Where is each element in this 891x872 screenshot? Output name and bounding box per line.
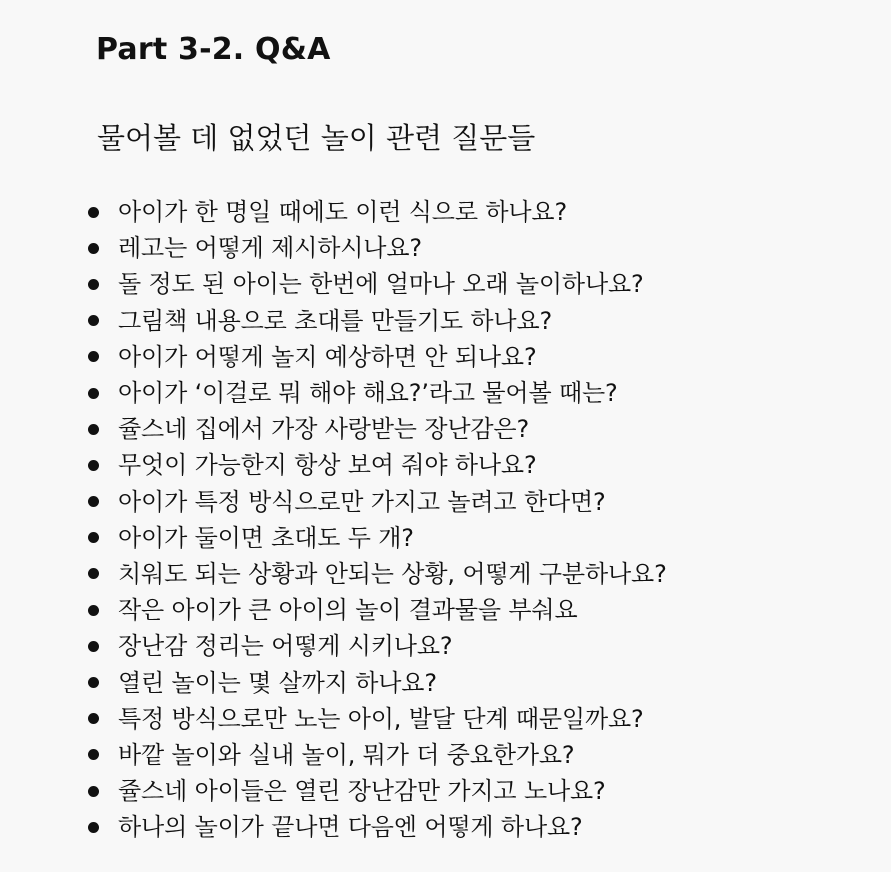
bullet-icon — [88, 532, 99, 543]
bullet-icon — [88, 641, 99, 652]
bullet-icon — [88, 424, 99, 435]
bullet-icon — [88, 822, 99, 833]
question-text: 작은 아이가 큰 아이의 놀이 결과물을 부숴요 — [118, 596, 578, 625]
bullet-icon — [88, 315, 99, 326]
bullet-icon — [88, 677, 99, 688]
question-item-16 — [86, 737, 667, 773]
question-item-8 — [86, 447, 667, 483]
question-item-2 — [86, 230, 667, 266]
question-item-10 — [86, 520, 667, 556]
question-text: 치워도 되는 상황과 안되는 상황, 어떻게 구분하나요? — [118, 559, 667, 588]
bullet-icon — [88, 605, 99, 616]
question-item-11 — [86, 556, 667, 592]
bullet-icon — [88, 279, 99, 290]
question-text: 특정 방식으로만 노는 아이, 발달 단계 때문일까요? — [118, 704, 644, 733]
question-text: 그림책 내용으로 초대를 만들기도 하나요? — [118, 306, 553, 335]
question-list — [86, 194, 667, 845]
section-subtitle: 물어볼 데 없었던 놀이 관련 질문들 — [97, 121, 536, 155]
question-text: 쥴스네 아이들은 열린 장난감만 가지고 노나요? — [118, 777, 606, 806]
question-text: 바깥 놀이와 실내 놀이, 뭐가 더 중요한가요? — [118, 740, 575, 769]
question-text: 장난감 정리는 어떻게 시키나요? — [118, 632, 453, 661]
question-item-5 — [86, 339, 667, 375]
bullet-icon — [88, 207, 99, 218]
bullet-icon — [88, 351, 99, 362]
question-text: 아이가 특정 방식으로만 가지고 놀려고 한다면? — [118, 487, 606, 516]
question-item-1 — [86, 194, 667, 230]
bullet-icon — [88, 749, 99, 760]
question-item-4 — [86, 303, 667, 339]
question-text: 아이가 어떻게 놀지 예상하면 안 되나요? — [118, 342, 537, 371]
bullet-icon — [88, 496, 99, 507]
bullet-icon — [88, 388, 99, 399]
question-text: 무엇이 가능한지 항상 보여 줘야 하나요? — [118, 451, 537, 480]
question-text: 돌 정도 된 아이는 한번에 얼마나 오래 놀이하나요? — [118, 270, 644, 299]
question-text: 열린 놀이는 몇 살까지 하나요? — [118, 668, 437, 697]
bullet-icon — [88, 786, 99, 797]
bullet-icon — [88, 460, 99, 471]
question-text: 아이가 한 명일 때에도 이런 식으로 하나요? — [118, 198, 568, 227]
question-item-9 — [86, 484, 667, 520]
question-item-13 — [86, 628, 667, 664]
question-text: 하나의 놀이가 끝나면 다음엔 어떻게 하나요? — [118, 813, 583, 842]
bullet-icon — [88, 243, 99, 254]
question-text: 레고는 어떻게 제시하시나요? — [118, 234, 422, 263]
bullet-icon — [88, 568, 99, 579]
question-text: 아이가 ‘이걸로 뭐 해야 해요?’라고 물어볼 때는? — [118, 379, 618, 408]
question-item-3 — [86, 266, 667, 302]
question-item-6 — [86, 375, 667, 411]
question-text: 아이가 둘이면 초대도 두 개? — [118, 523, 414, 552]
bullet-icon — [88, 713, 99, 724]
question-item-15 — [86, 701, 667, 737]
question-item-18 — [86, 809, 667, 845]
question-item-7 — [86, 411, 667, 447]
part-title: Part 3-2. Q&A — [96, 32, 331, 67]
question-text: 쥴스네 집에서 가장 사랑받는 장난감은? — [118, 415, 530, 444]
question-item-12 — [86, 592, 667, 628]
question-item-14 — [86, 664, 667, 700]
question-item-17 — [86, 773, 667, 809]
